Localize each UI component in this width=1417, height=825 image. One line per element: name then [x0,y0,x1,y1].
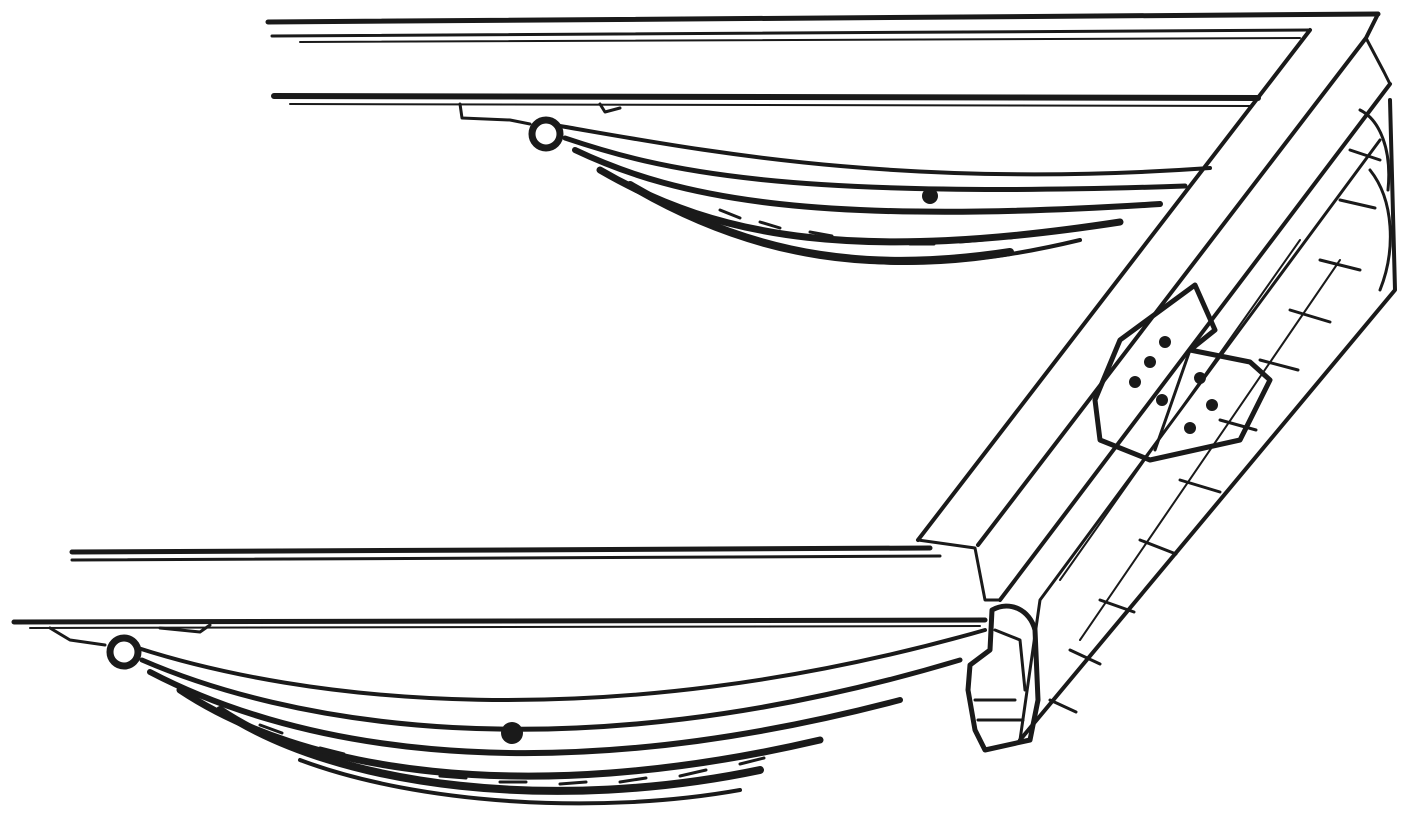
upper-side-rail [268,14,1378,106]
upper-spring-eye [532,120,560,148]
lower-side-rail [14,548,985,628]
riveted-corner-gusset [1095,285,1270,460]
upper-spring-center-bolt [922,188,938,204]
lower-leaf-spring [50,625,985,803]
lower-spring-eye [110,638,138,666]
upper-leaf-spring [460,104,1210,263]
lower-spring-center-bolt [501,722,523,744]
